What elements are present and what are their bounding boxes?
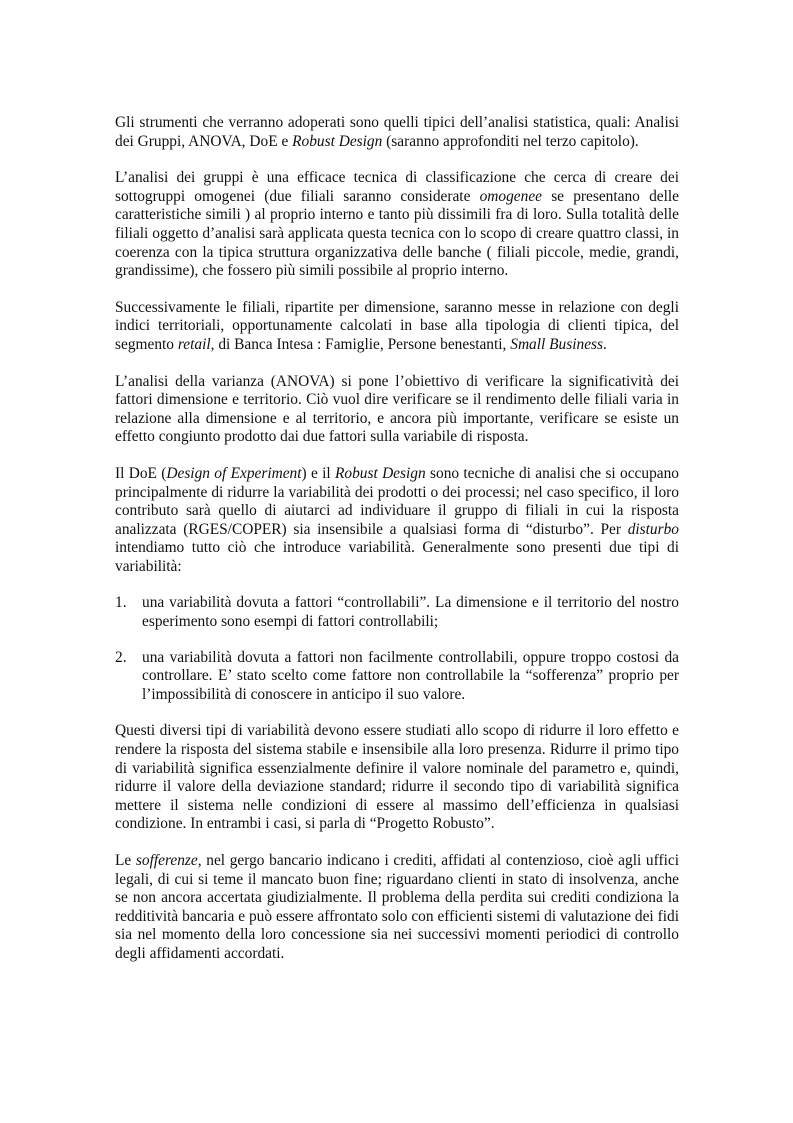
paragraph-doe: Il DoE (Design of Experiment) e il Robust Design sono tecniche di analisi che si occupano principalmente di ridurre la variabilità dei prodotti o dei processi; nel caso specifico, il loro contributo sarà quello di aiutarci ad individuare il gruppo di filiali in cui la risposta analizzata (RGES/COPER) sia insensibile a qualsiasi forma di “disturbo”. Per disturbo intendiamo tutto ciò che introduce variabilità. Generalmente sono presenti due tipi di variabilità: (115, 464, 679, 575)
italic-term: Robust Design (292, 132, 383, 150)
list-item-text: una variabilità dovuta a fattori “controllabili”. La dimensione e il territorio del nostro esperimento sono esempi di fattori controllabili; (142, 594, 679, 631)
list-item-number: 1. (115, 594, 127, 612)
paragraph-sofferenze: Le sofferenze, nel gergo bancario indicano i crediti, affidati al contenzioso, cioè agli uffici legali, di cui si teme il mancato buon fine; riguardano clienti in stato di insolvenza, anche se non ancora accertata giudizialmente. Il problema della perdita sui crediti condiziona la redditività bancaria e può essere affrontato solo con efficienti sistemi di valutazione dei fidi sia nel momento della loro concessione sia nei successivi momenti periodici di controllo degli affidamenti accordati. (115, 852, 679, 962)
list-item (115, 649, 679, 705)
italic-term: retail (177, 335, 211, 353)
paragraph-territorial-indices: Successivamente le filiali, ripartite per dimensione, saranno messe in relazione con degli indici territoriali, opportunamente calcolati in base alla tipologia di clienti tipica, del segmento retail, di Banca Intesa : Famiglie, Persone benestanti, Small Business. (115, 298, 679, 353)
paragraph-tools: Gli strumenti che verranno adoperati sono quelli tipici dell’analisi statistica, quali: Analisi dei Gruppi, ANOVA, DoE e Robust Design (saranno approfonditi nel terzo capitolo). (115, 114, 679, 150)
paragraph-anova: L’analisi della varianza (ANOVA) si pone l’obiettivo di verificare la significatività dei fattori dimensione e territorio. Ciò vuol dire verificare se il rendimento delle filiali varia in relazione alla dimensione e al territorio, e ancora più importante, verificare se esiste un effetto congiunto prodotto dai due fattori sulla variabile di risposta. (115, 372, 679, 446)
paragraph-cluster-analysis: L’analisi dei gruppi è una efficace tecnica di classificazione che cerca di creare dei sottogruppi omogenei (due filiali saranno considerate omogenee se presentano delle caratteristiche simili ) al proprio interno e tanto più dissimili fra di loro. Sulla totalità delle filiali oggetto d’analisi sarà applicata questa tecnica con lo scopo di creare quattro classi, in coerenza con la tipica struttura organizzativa delle banche ( filiali piccole, medie, grandi, grandissime), che fossero più simili possibile al proprio interno. (115, 169, 679, 280)
variability-list (115, 594, 679, 704)
italic-term: disturbo (627, 520, 679, 538)
list-item-text: una variabilità dovuta a fattori non facilmente controllabili, oppure troppo costosi da controllare. E’ stato scelto come fattore non controllabile la “sofferenza” proprio per l’impossibilità di conoscere in anticipo il suo valore. (142, 648, 679, 703)
paragraph-robust-design: Questi diversi tipi di variabilità devono essere studiati allo scopo di ridurre il loro effetto e rendere la risposta del sistema stabile e insensibile alla loro presenza. Ridurre il primo tipo di variabilità significa essenzialmente definire il valore nominale del parametro e, quindi, ridurre il valore della deviazione standard; ridurre il secondo tipo di variabilità significa mettere il sistema nelle condizioni di essere al massimo dell’efficienza in qualsiasi condizione. In entrambi i casi, si parla di “Progetto Robusto”. (115, 722, 679, 833)
list-item (115, 594, 679, 631)
italic-term: omogenee (479, 187, 542, 205)
italic-term: Robust Design (335, 464, 426, 482)
italic-term: Small Business (510, 335, 604, 353)
italic-term: Design of Experiment (166, 464, 302, 482)
list-item-number: 2. (115, 648, 127, 666)
document-page (115, 114, 679, 964)
italic-term: sofferenze, (135, 852, 202, 869)
